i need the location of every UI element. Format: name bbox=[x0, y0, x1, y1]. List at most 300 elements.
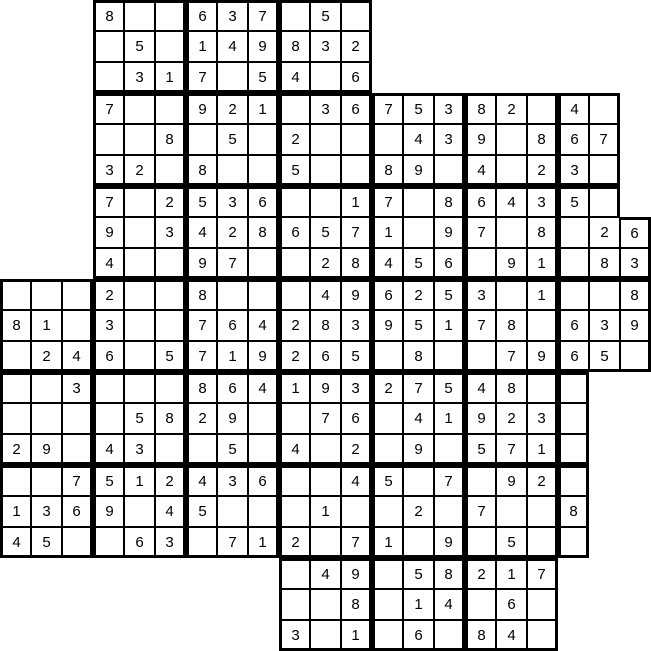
sudoku-cell[interactable]: 5 bbox=[558, 186, 589, 217]
sudoku-cell[interactable]: 8 bbox=[527, 217, 558, 248]
sudoku-cell[interactable]: 3 bbox=[527, 403, 558, 434]
sudoku-cell[interactable]: 6 bbox=[341, 62, 372, 93]
sudoku-cell[interactable]: 6 bbox=[310, 341, 341, 372]
sudoku-cell[interactable]: 6 bbox=[620, 217, 651, 248]
sudoku-cell[interactable]: 4 bbox=[372, 248, 403, 279]
sudoku-cell[interactable] bbox=[558, 279, 589, 310]
sudoku-cell[interactable]: 1 bbox=[372, 217, 403, 248]
sudoku-cell[interactable]: 9 bbox=[186, 248, 217, 279]
sudoku-cell[interactable]: 4 bbox=[248, 372, 279, 403]
sudoku-cell[interactable]: 4 bbox=[93, 248, 124, 279]
sudoku-cell[interactable]: 7 bbox=[93, 93, 124, 124]
sudoku-cell[interactable]: 7 bbox=[372, 186, 403, 217]
sudoku-cell[interactable] bbox=[465, 465, 496, 496]
sudoku-cell[interactable] bbox=[248, 248, 279, 279]
sudoku-cell[interactable] bbox=[279, 589, 310, 620]
sudoku-cell[interactable]: 8 bbox=[558, 496, 589, 527]
sudoku-cell[interactable]: 2 bbox=[465, 558, 496, 589]
sudoku-cell[interactable]: 6 bbox=[186, 0, 217, 31]
sudoku-cell[interactable]: 4 bbox=[62, 341, 93, 372]
sudoku-cell[interactable] bbox=[279, 0, 310, 31]
sudoku-cell[interactable]: 5 bbox=[310, 217, 341, 248]
sudoku-cell[interactable] bbox=[62, 403, 93, 434]
sudoku-cell[interactable] bbox=[248, 279, 279, 310]
sudoku-cell[interactable] bbox=[217, 496, 248, 527]
sudoku-cell[interactable]: 3 bbox=[341, 310, 372, 341]
sudoku-cell[interactable]: 6 bbox=[341, 403, 372, 434]
sudoku-cell[interactable] bbox=[279, 279, 310, 310]
sudoku-cell[interactable]: 3 bbox=[62, 372, 93, 403]
sudoku-cell[interactable] bbox=[496, 155, 527, 186]
sudoku-cell[interactable]: 9 bbox=[465, 124, 496, 155]
sudoku-cell[interactable] bbox=[310, 465, 341, 496]
sudoku-cell[interactable]: 9 bbox=[403, 155, 434, 186]
sudoku-cell[interactable] bbox=[558, 403, 589, 434]
sudoku-cell[interactable] bbox=[279, 465, 310, 496]
sudoku-cell[interactable] bbox=[310, 155, 341, 186]
sudoku-cell[interactable]: 3 bbox=[124, 62, 155, 93]
sudoku-cell[interactable] bbox=[279, 186, 310, 217]
sudoku-cell[interactable]: 1 bbox=[310, 496, 341, 527]
sudoku-cell[interactable] bbox=[186, 434, 217, 465]
sudoku-cell[interactable]: 9 bbox=[341, 558, 372, 589]
sudoku-cell[interactable]: 7 bbox=[434, 465, 465, 496]
sudoku-cell[interactable]: 2 bbox=[217, 217, 248, 248]
sudoku-cell[interactable] bbox=[372, 124, 403, 155]
sudoku-cell[interactable]: 5 bbox=[31, 527, 62, 558]
sudoku-cell[interactable]: 9 bbox=[372, 310, 403, 341]
sudoku-cell[interactable] bbox=[403, 186, 434, 217]
sudoku-cell[interactable]: 9 bbox=[248, 31, 279, 62]
sudoku-cell[interactable]: 7 bbox=[589, 124, 620, 155]
sudoku-cell[interactable]: 2 bbox=[155, 186, 186, 217]
sudoku-cell[interactable]: 4 bbox=[310, 558, 341, 589]
sudoku-cell[interactable] bbox=[93, 31, 124, 62]
sudoku-cell[interactable]: 7 bbox=[496, 341, 527, 372]
sudoku-cell[interactable] bbox=[0, 341, 31, 372]
sudoku-cell[interactable]: 2 bbox=[496, 93, 527, 124]
sudoku-cell[interactable] bbox=[310, 589, 341, 620]
sudoku-cell[interactable] bbox=[527, 527, 558, 558]
sudoku-cell[interactable] bbox=[0, 403, 31, 434]
sudoku-cell[interactable] bbox=[341, 124, 372, 155]
sudoku-cell[interactable]: 2 bbox=[93, 279, 124, 310]
sudoku-cell[interactable]: 2 bbox=[279, 341, 310, 372]
sudoku-cell[interactable]: 4 bbox=[186, 465, 217, 496]
sudoku-cell[interactable]: 8 bbox=[465, 93, 496, 124]
sudoku-cell[interactable]: 8 bbox=[186, 279, 217, 310]
sudoku-cell[interactable]: 5 bbox=[372, 465, 403, 496]
sudoku-cell[interactable] bbox=[31, 279, 62, 310]
sudoku-cell[interactable]: 9 bbox=[341, 279, 372, 310]
sudoku-cell[interactable]: 8 bbox=[620, 279, 651, 310]
sudoku-cell[interactable]: 9 bbox=[186, 93, 217, 124]
sudoku-cell[interactable]: 6 bbox=[558, 124, 589, 155]
sudoku-cell[interactable] bbox=[496, 124, 527, 155]
sudoku-cell[interactable] bbox=[124, 248, 155, 279]
sudoku-cell[interactable] bbox=[527, 93, 558, 124]
sudoku-cell[interactable]: 1 bbox=[527, 279, 558, 310]
sudoku-cell[interactable]: 9 bbox=[465, 403, 496, 434]
sudoku-cell[interactable] bbox=[93, 403, 124, 434]
sudoku-cell[interactable]: 7 bbox=[93, 186, 124, 217]
sudoku-cell[interactable]: 3 bbox=[434, 124, 465, 155]
sudoku-cell[interactable] bbox=[93, 62, 124, 93]
sudoku-cell[interactable]: 5 bbox=[217, 124, 248, 155]
sudoku-cell[interactable]: 8 bbox=[403, 341, 434, 372]
sudoku-cell[interactable]: 5 bbox=[434, 372, 465, 403]
sudoku-cell[interactable]: 8 bbox=[186, 372, 217, 403]
sudoku-cell[interactable]: 9 bbox=[620, 310, 651, 341]
sudoku-cell[interactable]: 1 bbox=[527, 434, 558, 465]
sudoku-cell[interactable]: 8 bbox=[155, 124, 186, 155]
sudoku-cell[interactable] bbox=[558, 372, 589, 403]
sudoku-cell[interactable] bbox=[217, 62, 248, 93]
sudoku-cell[interactable] bbox=[465, 248, 496, 279]
sudoku-cell[interactable] bbox=[527, 496, 558, 527]
sudoku-cell[interactable]: 8 bbox=[527, 124, 558, 155]
sudoku-cell[interactable]: 7 bbox=[527, 558, 558, 589]
sudoku-cell[interactable] bbox=[589, 155, 620, 186]
sudoku-cell[interactable] bbox=[155, 279, 186, 310]
sudoku-cell[interactable]: 3 bbox=[558, 155, 589, 186]
sudoku-cell[interactable]: 2 bbox=[279, 527, 310, 558]
sudoku-cell[interactable] bbox=[124, 124, 155, 155]
sudoku-cell[interactable] bbox=[310, 527, 341, 558]
sudoku-cell[interactable]: 4 bbox=[434, 589, 465, 620]
sudoku-cell[interactable] bbox=[403, 527, 434, 558]
sudoku-cell[interactable] bbox=[186, 527, 217, 558]
sudoku-cell[interactable] bbox=[403, 217, 434, 248]
sudoku-cell[interactable]: 8 bbox=[341, 589, 372, 620]
sudoku-cell[interactable]: 3 bbox=[279, 620, 310, 651]
sudoku-cell[interactable]: 5 bbox=[124, 403, 155, 434]
sudoku-cell[interactable] bbox=[558, 465, 589, 496]
sudoku-cell[interactable]: 2 bbox=[341, 31, 372, 62]
sudoku-cell[interactable]: 3 bbox=[465, 279, 496, 310]
sudoku-cell[interactable]: 8 bbox=[186, 155, 217, 186]
sudoku-cell[interactable] bbox=[527, 310, 558, 341]
sudoku-cell[interactable] bbox=[434, 155, 465, 186]
sudoku-cell[interactable]: 2 bbox=[589, 217, 620, 248]
sudoku-cell[interactable]: 1 bbox=[0, 496, 31, 527]
sudoku-cell[interactable] bbox=[248, 434, 279, 465]
sudoku-cell[interactable] bbox=[589, 93, 620, 124]
sudoku-cell[interactable] bbox=[93, 124, 124, 155]
sudoku-cell[interactable] bbox=[310, 186, 341, 217]
sudoku-cell[interactable]: 5 bbox=[186, 496, 217, 527]
sudoku-cell[interactable]: 5 bbox=[403, 310, 434, 341]
sudoku-cell[interactable] bbox=[124, 186, 155, 217]
sudoku-cell[interactable]: 3 bbox=[31, 496, 62, 527]
sudoku-cell[interactable]: 2 bbox=[310, 248, 341, 279]
sudoku-cell[interactable]: 1 bbox=[217, 341, 248, 372]
sudoku-cell[interactable]: 6 bbox=[434, 248, 465, 279]
sudoku-cell[interactable]: 8 bbox=[0, 310, 31, 341]
sudoku-cell[interactable] bbox=[434, 620, 465, 651]
sudoku-cell[interactable]: 5 bbox=[341, 341, 372, 372]
sudoku-cell[interactable] bbox=[248, 124, 279, 155]
sudoku-cell[interactable] bbox=[155, 310, 186, 341]
sudoku-cell[interactable] bbox=[496, 279, 527, 310]
sudoku-cell[interactable] bbox=[341, 0, 372, 31]
sudoku-cell[interactable]: 1 bbox=[31, 310, 62, 341]
sudoku-cell[interactable]: 9 bbox=[93, 217, 124, 248]
sudoku-cell[interactable] bbox=[155, 31, 186, 62]
sudoku-cell[interactable] bbox=[124, 341, 155, 372]
sudoku-cell[interactable]: 7 bbox=[248, 0, 279, 31]
sudoku-cell[interactable] bbox=[155, 0, 186, 31]
sudoku-cell[interactable] bbox=[248, 403, 279, 434]
sudoku-cell[interactable]: 9 bbox=[403, 434, 434, 465]
sudoku-cell[interactable] bbox=[341, 155, 372, 186]
sudoku-cell[interactable]: 3 bbox=[310, 93, 341, 124]
sudoku-cell[interactable]: 5 bbox=[248, 62, 279, 93]
sudoku-cell[interactable]: 5 bbox=[93, 465, 124, 496]
sudoku-cell[interactable]: 8 bbox=[496, 372, 527, 403]
sudoku-cell[interactable] bbox=[31, 465, 62, 496]
sudoku-cell[interactable] bbox=[434, 496, 465, 527]
sudoku-cell[interactable] bbox=[558, 248, 589, 279]
sudoku-cell[interactable] bbox=[155, 372, 186, 403]
sudoku-cell[interactable]: 4 bbox=[496, 620, 527, 651]
sudoku-cell[interactable]: 8 bbox=[155, 403, 186, 434]
sudoku-cell[interactable]: 5 bbox=[279, 155, 310, 186]
sudoku-cell[interactable]: 4 bbox=[558, 93, 589, 124]
sudoku-cell[interactable]: 1 bbox=[248, 93, 279, 124]
sudoku-cell[interactable]: 2 bbox=[279, 124, 310, 155]
sudoku-cell[interactable]: 7 bbox=[341, 217, 372, 248]
sudoku-cell[interactable]: 4 bbox=[403, 124, 434, 155]
sudoku-cell[interactable]: 5 bbox=[465, 434, 496, 465]
sudoku-cell[interactable]: 7 bbox=[372, 93, 403, 124]
sudoku-cell[interactable]: 4 bbox=[248, 310, 279, 341]
sudoku-cell[interactable] bbox=[155, 155, 186, 186]
sudoku-cell[interactable]: 7 bbox=[186, 341, 217, 372]
sudoku-cell[interactable]: 8 bbox=[465, 620, 496, 651]
sudoku-cell[interactable]: 8 bbox=[93, 0, 124, 31]
sudoku-cell[interactable]: 6 bbox=[465, 186, 496, 217]
sudoku-cell[interactable]: 4 bbox=[279, 434, 310, 465]
sudoku-cell[interactable]: 1 bbox=[434, 403, 465, 434]
sudoku-cell[interactable]: 8 bbox=[589, 248, 620, 279]
sudoku-cell[interactable] bbox=[248, 496, 279, 527]
sudoku-cell[interactable]: 1 bbox=[155, 62, 186, 93]
sudoku-cell[interactable]: 7 bbox=[403, 372, 434, 403]
sudoku-cell[interactable]: 3 bbox=[217, 465, 248, 496]
sudoku-cell[interactable]: 2 bbox=[155, 465, 186, 496]
sudoku-cell[interactable]: 6 bbox=[217, 310, 248, 341]
sudoku-cell[interactable] bbox=[558, 217, 589, 248]
sudoku-cell[interactable]: 2 bbox=[279, 310, 310, 341]
sudoku-cell[interactable] bbox=[465, 589, 496, 620]
sudoku-cell[interactable]: 3 bbox=[155, 217, 186, 248]
sudoku-cell[interactable] bbox=[372, 589, 403, 620]
sudoku-cell[interactable] bbox=[217, 155, 248, 186]
sudoku-cell[interactable]: 3 bbox=[93, 155, 124, 186]
sudoku-cell[interactable] bbox=[93, 372, 124, 403]
sudoku-cell[interactable]: 4 bbox=[496, 186, 527, 217]
sudoku-cell[interactable]: 7 bbox=[310, 403, 341, 434]
sudoku-cell[interactable]: 2 bbox=[0, 434, 31, 465]
sudoku-cell[interactable]: 3 bbox=[527, 186, 558, 217]
sudoku-cell[interactable] bbox=[310, 620, 341, 651]
sudoku-cell[interactable]: 9 bbox=[31, 434, 62, 465]
sudoku-cell[interactable]: 4 bbox=[465, 372, 496, 403]
sudoku-cell[interactable] bbox=[124, 372, 155, 403]
sudoku-cell[interactable]: 8 bbox=[372, 155, 403, 186]
sudoku-cell[interactable]: 6 bbox=[217, 372, 248, 403]
sudoku-cell[interactable]: 6 bbox=[248, 186, 279, 217]
sudoku-cell[interactable]: 5 bbox=[403, 248, 434, 279]
sudoku-cell[interactable] bbox=[620, 341, 651, 372]
sudoku-cell[interactable]: 6 bbox=[93, 341, 124, 372]
sudoku-cell[interactable]: 3 bbox=[434, 93, 465, 124]
sudoku-cell[interactable] bbox=[217, 279, 248, 310]
sudoku-cell[interactable]: 3 bbox=[589, 310, 620, 341]
sudoku-cell[interactable]: 2 bbox=[403, 279, 434, 310]
sudoku-cell[interactable] bbox=[465, 527, 496, 558]
sudoku-cell[interactable]: 3 bbox=[310, 31, 341, 62]
sudoku-cell[interactable]: 3 bbox=[93, 310, 124, 341]
sudoku-cell[interactable]: 4 bbox=[341, 465, 372, 496]
sudoku-cell[interactable] bbox=[558, 434, 589, 465]
sudoku-cell[interactable]: 7 bbox=[496, 434, 527, 465]
sudoku-cell[interactable]: 5 bbox=[403, 93, 434, 124]
sudoku-cell[interactable]: 3 bbox=[155, 527, 186, 558]
sudoku-cell[interactable]: 7 bbox=[217, 248, 248, 279]
sudoku-cell[interactable] bbox=[372, 558, 403, 589]
sudoku-cell[interactable] bbox=[372, 403, 403, 434]
sudoku-cell[interactable] bbox=[124, 217, 155, 248]
sudoku-cell[interactable]: 1 bbox=[341, 186, 372, 217]
sudoku-cell[interactable] bbox=[248, 155, 279, 186]
sudoku-cell[interactable]: 7 bbox=[186, 310, 217, 341]
sudoku-cell[interactable]: 1 bbox=[434, 310, 465, 341]
sudoku-cell[interactable]: 5 bbox=[310, 0, 341, 31]
sudoku-cell[interactable]: 8 bbox=[341, 248, 372, 279]
sudoku-cell[interactable]: 3 bbox=[217, 186, 248, 217]
sudoku-cell[interactable]: 1 bbox=[124, 465, 155, 496]
sudoku-cell[interactable]: 1 bbox=[186, 31, 217, 62]
sudoku-cell[interactable] bbox=[31, 372, 62, 403]
sudoku-cell[interactable]: 7 bbox=[186, 62, 217, 93]
sudoku-cell[interactable]: 6 bbox=[279, 217, 310, 248]
sudoku-cell[interactable]: 6 bbox=[558, 341, 589, 372]
sudoku-cell[interactable]: 7 bbox=[217, 527, 248, 558]
sudoku-cell[interactable]: 4 bbox=[217, 31, 248, 62]
sudoku-cell[interactable]: 3 bbox=[620, 248, 651, 279]
sudoku-cell[interactable]: 2 bbox=[217, 93, 248, 124]
sudoku-cell[interactable]: 7 bbox=[465, 310, 496, 341]
sudoku-cell[interactable]: 1 bbox=[496, 558, 527, 589]
sudoku-cell[interactable]: 8 bbox=[434, 186, 465, 217]
sudoku-cell[interactable]: 5 bbox=[217, 434, 248, 465]
sudoku-cell[interactable] bbox=[186, 124, 217, 155]
sudoku-cell[interactable]: 6 bbox=[62, 496, 93, 527]
sudoku-cell[interactable]: 1 bbox=[403, 589, 434, 620]
sudoku-cell[interactable]: 2 bbox=[31, 341, 62, 372]
sudoku-cell[interactable]: 4 bbox=[93, 434, 124, 465]
sudoku-cell[interactable]: 2 bbox=[496, 403, 527, 434]
sudoku-cell[interactable] bbox=[124, 0, 155, 31]
sudoku-cell[interactable]: 3 bbox=[217, 0, 248, 31]
sudoku-cell[interactable]: 7 bbox=[465, 496, 496, 527]
sudoku-cell[interactable] bbox=[124, 93, 155, 124]
sudoku-cell[interactable]: 5 bbox=[124, 31, 155, 62]
sudoku-cell[interactable]: 2 bbox=[527, 465, 558, 496]
sudoku-cell[interactable] bbox=[124, 496, 155, 527]
sudoku-cell[interactable] bbox=[310, 434, 341, 465]
sudoku-cell[interactable] bbox=[62, 434, 93, 465]
sudoku-cell[interactable]: 2 bbox=[186, 403, 217, 434]
sudoku-cell[interactable]: 2 bbox=[403, 496, 434, 527]
sudoku-cell[interactable] bbox=[372, 496, 403, 527]
sudoku-cell[interactable] bbox=[496, 217, 527, 248]
sudoku-cell[interactable] bbox=[124, 279, 155, 310]
sudoku-cell[interactable] bbox=[62, 310, 93, 341]
sudoku-cell[interactable]: 1 bbox=[527, 248, 558, 279]
sudoku-cell[interactable]: 8 bbox=[496, 310, 527, 341]
sudoku-cell[interactable]: 5 bbox=[155, 341, 186, 372]
sudoku-cell[interactable] bbox=[0, 465, 31, 496]
sudoku-cell[interactable] bbox=[496, 496, 527, 527]
sudoku-cell[interactable] bbox=[341, 496, 372, 527]
sudoku-cell[interactable]: 6 bbox=[558, 310, 589, 341]
sudoku-cell[interactable]: 6 bbox=[496, 589, 527, 620]
sudoku-cell[interactable]: 9 bbox=[217, 403, 248, 434]
sudoku-cell[interactable]: 7 bbox=[341, 527, 372, 558]
sudoku-cell[interactable] bbox=[155, 93, 186, 124]
sudoku-cell[interactable]: 9 bbox=[434, 527, 465, 558]
sudoku-cell[interactable]: 8 bbox=[279, 31, 310, 62]
sudoku-cell[interactable]: 3 bbox=[341, 372, 372, 403]
sudoku-cell[interactable] bbox=[589, 279, 620, 310]
sudoku-cell[interactable]: 9 bbox=[527, 341, 558, 372]
sudoku-cell[interactable] bbox=[527, 620, 558, 651]
sudoku-cell[interactable] bbox=[279, 93, 310, 124]
sudoku-cell[interactable] bbox=[558, 527, 589, 558]
sudoku-cell[interactable]: 6 bbox=[124, 527, 155, 558]
sudoku-cell[interactable]: 9 bbox=[496, 248, 527, 279]
sudoku-cell[interactable]: 4 bbox=[403, 403, 434, 434]
sudoku-cell[interactable]: 5 bbox=[186, 186, 217, 217]
sudoku-cell[interactable] bbox=[465, 341, 496, 372]
sudoku-cell[interactable]: 5 bbox=[434, 279, 465, 310]
sudoku-cell[interactable]: 6 bbox=[403, 620, 434, 651]
sudoku-cell[interactable]: 9 bbox=[434, 217, 465, 248]
sudoku-cell[interactable]: 9 bbox=[496, 465, 527, 496]
sudoku-cell[interactable] bbox=[155, 248, 186, 279]
sudoku-cell[interactable]: 4 bbox=[186, 217, 217, 248]
sudoku-cell[interactable]: 4 bbox=[0, 527, 31, 558]
sudoku-cell[interactable]: 5 bbox=[403, 558, 434, 589]
sudoku-cell[interactable] bbox=[62, 527, 93, 558]
sudoku-cell[interactable]: 5 bbox=[589, 341, 620, 372]
sudoku-cell[interactable] bbox=[372, 620, 403, 651]
sudoku-cell[interactable]: 4 bbox=[279, 62, 310, 93]
sudoku-cell[interactable]: 6 bbox=[341, 93, 372, 124]
sudoku-cell[interactable] bbox=[124, 310, 155, 341]
sudoku-cell[interactable] bbox=[279, 558, 310, 589]
sudoku-cell[interactable] bbox=[62, 279, 93, 310]
sudoku-cell[interactable]: 1 bbox=[372, 527, 403, 558]
sudoku-cell[interactable] bbox=[434, 341, 465, 372]
sudoku-cell[interactable] bbox=[155, 434, 186, 465]
sudoku-cell[interactable]: 8 bbox=[248, 217, 279, 248]
sudoku-cell[interactable] bbox=[93, 527, 124, 558]
sudoku-cell[interactable] bbox=[279, 496, 310, 527]
